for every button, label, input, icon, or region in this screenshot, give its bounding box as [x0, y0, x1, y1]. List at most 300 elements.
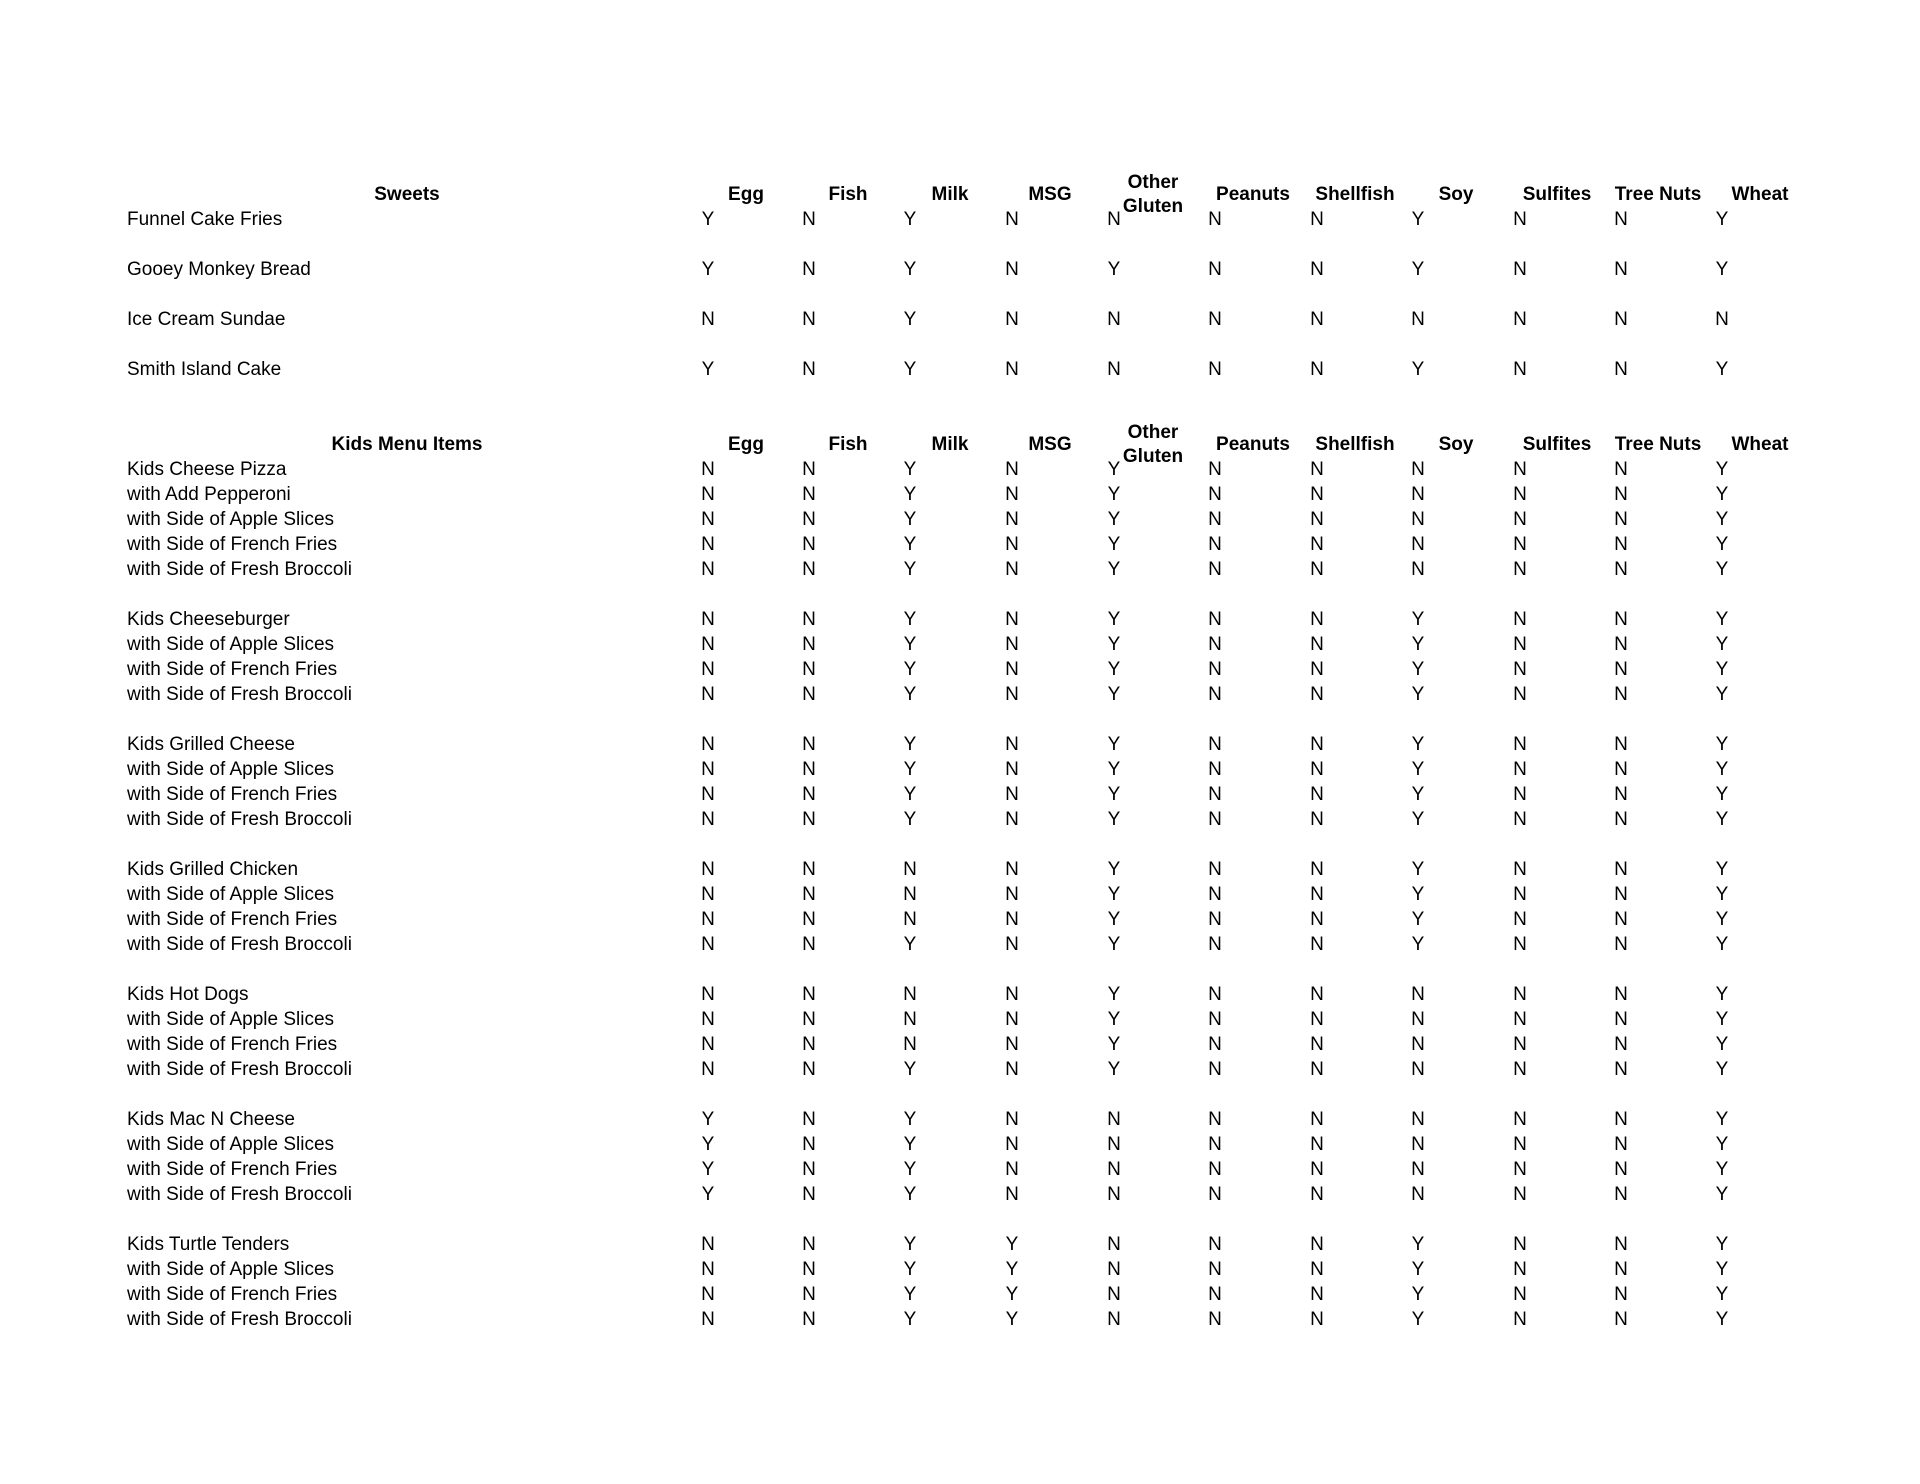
allergen-value-shellfish: N: [1310, 484, 1324, 505]
allergen-value-shellfish: N: [1310, 809, 1324, 830]
allergen-value-soy: N: [1411, 309, 1425, 330]
allergen-value-milk: Y: [903, 1234, 917, 1255]
allergen-value-tree-nuts: N: [1614, 1234, 1628, 1255]
allergen-value-peanuts: N: [1208, 859, 1222, 880]
table-row: [0, 607, 1920, 632]
allergen-value-fish: N: [802, 1259, 816, 1280]
allergen-value-sulfites: N: [1513, 1009, 1527, 1030]
allergen-value-wheat: Y: [1715, 534, 1729, 555]
table-row: [0, 732, 1920, 757]
allergen-value-shellfish: N: [1310, 459, 1324, 480]
table-row: [0, 857, 1920, 882]
allergen-value-soy: N: [1411, 459, 1425, 480]
item-name: with Side of Fresh Broccoli: [127, 809, 352, 830]
allergen-value-other-gluten: Y: [1107, 884, 1121, 905]
table-row: [0, 1257, 1920, 1282]
allergen-value-milk: Y: [903, 534, 917, 555]
allergen-value-wheat: Y: [1715, 1309, 1729, 1330]
allergen-value-msg: N: [1005, 809, 1019, 830]
allergen-value-egg: N: [701, 684, 715, 705]
allergen-value-milk: Y: [903, 1134, 917, 1155]
allergen-value-other-gluten: Y: [1107, 1009, 1121, 1030]
allergen-value-soy: N: [1411, 1034, 1425, 1055]
allergen-value-milk: Y: [903, 309, 917, 330]
item-name: with Side of Fresh Broccoli: [127, 1184, 352, 1205]
allergen-value-fish: N: [802, 1059, 816, 1080]
allergen-value-tree-nuts: N: [1614, 1034, 1628, 1055]
allergen-value-msg: N: [1005, 1184, 1019, 1205]
allergen-value-wheat: Y: [1715, 1159, 1729, 1180]
allergen-value-other-gluten: Y: [1107, 734, 1121, 755]
section-title: Sweets: [374, 184, 440, 205]
allergen-value-other-gluten: N: [1107, 1184, 1121, 1205]
allergen-value-soy: Y: [1411, 609, 1425, 630]
allergen-value-tree-nuts: N: [1614, 1309, 1628, 1330]
table-row: [0, 1032, 1920, 1057]
allergen-value-peanuts: N: [1208, 734, 1222, 755]
item-name: Funnel Cake Fries: [127, 209, 283, 230]
table-row: [0, 482, 1920, 507]
allergen-value-peanuts: N: [1208, 609, 1222, 630]
allergen-value-peanuts: N: [1208, 1159, 1222, 1180]
allergen-value-egg: N: [701, 534, 715, 555]
column-header-soy: Soy: [1438, 184, 1474, 205]
column-header-msg: MSG: [1028, 184, 1072, 205]
table-row: [0, 682, 1920, 707]
allergen-value-tree-nuts: N: [1614, 859, 1628, 880]
allergen-value-fish: N: [802, 909, 816, 930]
allergen-value-sulfites: N: [1513, 759, 1527, 780]
allergen-value-msg: N: [1005, 309, 1019, 330]
allergen-value-tree-nuts: N: [1614, 784, 1628, 805]
allergen-value-wheat: Y: [1715, 859, 1729, 880]
column-header-wheat: Wheat: [1731, 184, 1789, 205]
allergen-value-soy: N: [1411, 1009, 1425, 1030]
allergen-value-peanuts: N: [1208, 259, 1222, 280]
allergen-value-peanuts: N: [1208, 209, 1222, 230]
allergen-value-msg: Y: [1005, 1284, 1019, 1305]
allergen-value-wheat: Y: [1715, 459, 1729, 480]
item-name: with Side of French Fries: [127, 909, 338, 930]
allergen-value-peanuts: N: [1208, 359, 1222, 380]
table-row: [0, 907, 1920, 932]
column-header-sulfites: Sulfites: [1522, 434, 1592, 455]
allergen-value-msg: N: [1005, 484, 1019, 505]
allergen-value-sulfites: N: [1513, 609, 1527, 630]
allergen-value-soy: N: [1411, 1134, 1425, 1155]
allergen-value-milk: Y: [903, 784, 917, 805]
allergen-value-peanuts: N: [1208, 1284, 1222, 1305]
allergen-value-egg: N: [701, 1234, 715, 1255]
allergen-value-fish: N: [802, 609, 816, 630]
allergen-value-other-gluten: Y: [1107, 684, 1121, 705]
table-row: [0, 257, 1920, 282]
allergen-value-milk: Y: [903, 484, 917, 505]
allergen-value-soy: Y: [1411, 734, 1425, 755]
item-name: with Side of Fresh Broccoli: [127, 684, 352, 705]
allergen-value-peanuts: N: [1208, 809, 1222, 830]
column-header-shellfish: Shellfish: [1315, 434, 1395, 455]
allergen-value-sulfites: N: [1513, 984, 1527, 1005]
allergen-value-tree-nuts: N: [1614, 559, 1628, 580]
allergen-value-tree-nuts: N: [1614, 809, 1628, 830]
allergen-value-other-gluten: N: [1107, 1159, 1121, 1180]
allergen-value-shellfish: N: [1310, 884, 1324, 905]
allergen-value-msg: N: [1005, 259, 1019, 280]
allergen-value-fish: N: [802, 859, 816, 880]
allergen-value-wheat: Y: [1715, 1184, 1729, 1205]
allergen-value-shellfish: N: [1310, 759, 1324, 780]
allergen-value-fish: N: [802, 884, 816, 905]
allergen-value-egg: N: [701, 1259, 715, 1280]
table-row: [0, 657, 1920, 682]
allergen-value-milk: Y: [903, 1159, 917, 1180]
table-row: [0, 1157, 1920, 1182]
allergen-value-msg: N: [1005, 659, 1019, 680]
allergen-value-sulfites: N: [1513, 909, 1527, 930]
allergen-value-msg: N: [1005, 884, 1019, 905]
allergen-value-shellfish: N: [1310, 784, 1324, 805]
allergen-value-soy: N: [1411, 534, 1425, 555]
allergen-value-wheat: Y: [1715, 734, 1729, 755]
table-row: [0, 882, 1920, 907]
allergen-value-fish: N: [802, 1184, 816, 1205]
item-name: Kids Grilled Chicken: [127, 859, 299, 880]
allergen-value-tree-nuts: N: [1614, 1159, 1628, 1180]
allergen-value-egg: N: [701, 659, 715, 680]
allergen-value-tree-nuts: N: [1614, 984, 1628, 1005]
allergen-value-milk: Y: [903, 684, 917, 705]
allergen-value-shellfish: N: [1310, 209, 1324, 230]
allergen-value-milk: Y: [903, 1184, 917, 1205]
item-name: with Side of Fresh Broccoli: [127, 934, 352, 955]
allergen-value-shellfish: N: [1310, 1234, 1324, 1255]
allergen-value-wheat: Y: [1715, 884, 1729, 905]
allergen-value-msg: N: [1005, 459, 1019, 480]
allergen-value-egg: N: [701, 1309, 715, 1330]
allergen-value-fish: N: [802, 934, 816, 955]
allergen-value-sulfites: N: [1513, 359, 1527, 380]
allergen-value-shellfish: N: [1310, 734, 1324, 755]
allergen-value-milk: Y: [903, 259, 917, 280]
allergen-value-milk: Y: [903, 734, 917, 755]
allergen-value-msg: N: [1005, 509, 1019, 530]
table-row: [0, 1007, 1920, 1032]
allergen-value-fish: N: [802, 684, 816, 705]
allergen-value-milk: Y: [903, 1309, 917, 1330]
allergen-value-soy: Y: [1411, 1309, 1425, 1330]
allergen-value-wheat: Y: [1715, 659, 1729, 680]
column-header-tree-nuts: Tree Nuts: [1614, 434, 1702, 455]
allergen-value-tree-nuts: N: [1614, 484, 1628, 505]
allergen-value-milk: N: [903, 1034, 917, 1055]
allergen-value-peanuts: N: [1208, 459, 1222, 480]
allergen-value-tree-nuts: N: [1614, 934, 1628, 955]
allergen-value-milk: Y: [903, 809, 917, 830]
allergen-value-msg: N: [1005, 1059, 1019, 1080]
allergen-value-other-gluten: Y: [1107, 509, 1121, 530]
column-header-shellfish: Shellfish: [1315, 184, 1395, 205]
allergen-value-tree-nuts: N: [1614, 509, 1628, 530]
allergen-value-shellfish: N: [1310, 534, 1324, 555]
allergen-value-tree-nuts: N: [1614, 259, 1628, 280]
allergen-value-soy: Y: [1411, 759, 1425, 780]
allergen-value-fish: N: [802, 259, 816, 280]
allergen-value-msg: Y: [1005, 1234, 1019, 1255]
allergen-value-peanuts: N: [1208, 1034, 1222, 1055]
allergen-value-sulfites: N: [1513, 484, 1527, 505]
allergen-value-milk: Y: [903, 1059, 917, 1080]
allergen-value-msg: Y: [1005, 1309, 1019, 1330]
item-name: with Side of Apple Slices: [127, 884, 335, 905]
allergen-value-sulfites: N: [1513, 309, 1527, 330]
item-name: Kids Hot Dogs: [127, 984, 249, 1005]
allergen-value-msg: N: [1005, 934, 1019, 955]
column-header-egg: Egg: [728, 184, 764, 205]
item-name: with Side of Apple Slices: [127, 634, 335, 655]
allergen-value-sulfites: N: [1513, 209, 1527, 230]
allergen-value-sulfites: N: [1513, 859, 1527, 880]
allergen-value-msg: N: [1005, 1134, 1019, 1155]
column-header-fish: Fish: [828, 184, 868, 205]
allergen-value-wheat: Y: [1715, 909, 1729, 930]
allergen-value-tree-nuts: N: [1614, 534, 1628, 555]
allergen-value-shellfish: N: [1310, 984, 1324, 1005]
allergen-value-other-gluten: Y: [1107, 934, 1121, 955]
allergen-value-fish: N: [802, 759, 816, 780]
allergen-value-egg: N: [701, 809, 715, 830]
allergen-value-other-gluten: N: [1107, 1234, 1121, 1255]
allergen-value-egg: N: [701, 609, 715, 630]
allergen-value-egg: N: [701, 559, 715, 580]
item-name: with Side of French Fries: [127, 784, 338, 805]
allergen-value-fish: N: [802, 509, 816, 530]
allergen-value-peanuts: N: [1208, 309, 1222, 330]
allergen-value-shellfish: N: [1310, 859, 1324, 880]
allergen-value-soy: Y: [1411, 859, 1425, 880]
section-title: Kids Menu Items: [331, 434, 483, 455]
allergen-value-shellfish: N: [1310, 659, 1324, 680]
allergen-value-soy: Y: [1411, 259, 1425, 280]
allergen-value-egg: N: [701, 484, 715, 505]
allergen-value-egg: N: [701, 1009, 715, 1030]
allergen-value-other-gluten: Y: [1107, 459, 1121, 480]
allergen-value-shellfish: N: [1310, 359, 1324, 380]
allergen-value-fish: N: [802, 1109, 816, 1130]
column-header-other-gluten: Other Gluten: [1122, 172, 1184, 217]
allergen-value-tree-nuts: N: [1614, 1109, 1628, 1130]
allergen-value-shellfish: N: [1310, 1134, 1324, 1155]
allergen-value-sulfites: N: [1513, 1184, 1527, 1205]
allergen-value-soy: N: [1411, 1159, 1425, 1180]
table-row: [0, 807, 1920, 832]
allergen-value-milk: Y: [903, 509, 917, 530]
column-header-soy: Soy: [1438, 434, 1474, 455]
column-header-fish: Fish: [828, 434, 868, 455]
allergen-value-tree-nuts: N: [1614, 1184, 1628, 1205]
allergen-value-milk: Y: [903, 934, 917, 955]
allergen-value-milk: Y: [903, 659, 917, 680]
allergen-value-egg: N: [701, 884, 715, 905]
allergen-value-sulfites: N: [1513, 1234, 1527, 1255]
allergen-value-shellfish: N: [1310, 634, 1324, 655]
allergen-value-milk: N: [903, 1009, 917, 1030]
column-header-milk: Milk: [931, 184, 969, 205]
allergen-value-shellfish: N: [1310, 1034, 1324, 1055]
allergen-value-peanuts: N: [1208, 1184, 1222, 1205]
allergen-value-peanuts: N: [1208, 1134, 1222, 1155]
allergen-value-sulfites: N: [1513, 1159, 1527, 1180]
allergen-value-msg: N: [1005, 734, 1019, 755]
allergen-value-shellfish: N: [1310, 1159, 1324, 1180]
allergen-value-milk: N: [903, 909, 917, 930]
allergen-value-msg: N: [1005, 1109, 1019, 1130]
allergen-value-sulfites: N: [1513, 884, 1527, 905]
allergen-value-wheat: Y: [1715, 484, 1729, 505]
allergen-value-msg: N: [1005, 1159, 1019, 1180]
allergen-value-egg: N: [701, 984, 715, 1005]
allergen-value-sulfites: N: [1513, 459, 1527, 480]
allergen-value-msg: N: [1005, 984, 1019, 1005]
allergen-value-milk: Y: [903, 1109, 917, 1130]
allergen-value-soy: Y: [1411, 909, 1425, 930]
allergen-value-tree-nuts: N: [1614, 459, 1628, 480]
allergen-value-msg: N: [1005, 1034, 1019, 1055]
table-row: [0, 207, 1920, 232]
allergen-value-wheat: Y: [1715, 1034, 1729, 1055]
allergen-value-tree-nuts: N: [1614, 884, 1628, 905]
allergen-value-tree-nuts: N: [1614, 659, 1628, 680]
allergen-value-soy: N: [1411, 559, 1425, 580]
item-name: with Side of Apple Slices: [127, 509, 335, 530]
allergen-value-wheat: Y: [1715, 209, 1729, 230]
allergen-value-wheat: N: [1715, 309, 1729, 330]
allergen-value-tree-nuts: N: [1614, 909, 1628, 930]
allergen-value-sulfites: N: [1513, 1259, 1527, 1280]
item-name: with Side of French Fries: [127, 659, 338, 680]
allergen-value-other-gluten: N: [1107, 1109, 1121, 1130]
allergen-value-shellfish: N: [1310, 1009, 1324, 1030]
item-name: Kids Cheese Pizza: [127, 459, 287, 480]
allergen-value-tree-nuts: N: [1614, 609, 1628, 630]
allergen-value-sulfites: N: [1513, 634, 1527, 655]
allergen-value-egg: N: [701, 1034, 715, 1055]
item-name: with Side of French Fries: [127, 1284, 338, 1305]
allergen-value-milk: Y: [903, 359, 917, 380]
allergen-value-soy: N: [1411, 984, 1425, 1005]
item-name: Kids Turtle Tenders: [127, 1234, 290, 1255]
allergen-value-wheat: Y: [1715, 559, 1729, 580]
allergen-value-sulfites: N: [1513, 684, 1527, 705]
allergen-value-sulfites: N: [1513, 259, 1527, 280]
allergen-value-peanuts: N: [1208, 484, 1222, 505]
allergen-value-egg: N: [701, 509, 715, 530]
allergen-value-soy: Y: [1411, 884, 1425, 905]
allergen-value-shellfish: N: [1310, 1059, 1324, 1080]
allergen-value-fish: N: [802, 1009, 816, 1030]
table-row: [0, 357, 1920, 382]
allergen-value-tree-nuts: N: [1614, 209, 1628, 230]
allergen-value-msg: N: [1005, 359, 1019, 380]
table-row: [0, 757, 1920, 782]
item-name: Gooey Monkey Bread: [127, 259, 311, 280]
column-header-milk: Milk: [931, 434, 969, 455]
allergen-value-wheat: Y: [1715, 984, 1729, 1005]
item-name: Kids Mac N Cheese: [127, 1109, 295, 1130]
table-row: [0, 557, 1920, 582]
allergen-value-wheat: Y: [1715, 509, 1729, 530]
allergen-value-tree-nuts: N: [1614, 1134, 1628, 1155]
allergen-value-other-gluten: N: [1107, 209, 1121, 230]
allergen-value-fish: N: [802, 1234, 816, 1255]
allergen-value-other-gluten: Y: [1107, 984, 1121, 1005]
allergen-value-peanuts: N: [1208, 1259, 1222, 1280]
allergen-value-fish: N: [802, 459, 816, 480]
allergen-value-shellfish: N: [1310, 1309, 1324, 1330]
allergen-value-fish: N: [802, 1134, 816, 1155]
allergen-value-fish: N: [802, 634, 816, 655]
item-name: Ice Cream Sundae: [127, 309, 286, 330]
allergen-value-soy: N: [1411, 1184, 1425, 1205]
allergen-value-fish: N: [802, 1284, 816, 1305]
table-row: [0, 1107, 1920, 1132]
table-row: [0, 1232, 1920, 1257]
allergen-value-tree-nuts: N: [1614, 1059, 1628, 1080]
allergen-value-sulfites: N: [1513, 734, 1527, 755]
allergen-value-msg: N: [1005, 909, 1019, 930]
allergen-value-tree-nuts: N: [1614, 309, 1628, 330]
allergen-value-peanuts: N: [1208, 634, 1222, 655]
allergen-value-msg: N: [1005, 609, 1019, 630]
allergen-value-milk: Y: [903, 634, 917, 655]
allergen-value-shellfish: N: [1310, 1284, 1324, 1305]
allergen-value-wheat: Y: [1715, 934, 1729, 955]
table-row: [0, 307, 1920, 332]
item-name: Kids Cheeseburger: [127, 609, 290, 630]
allergen-value-peanuts: N: [1208, 659, 1222, 680]
allergen-value-egg: N: [701, 459, 715, 480]
table-row: [0, 1057, 1920, 1082]
allergen-value-tree-nuts: N: [1614, 1284, 1628, 1305]
allergen-value-shellfish: N: [1310, 1109, 1324, 1130]
allergen-value-milk: Y: [903, 759, 917, 780]
allergen-value-msg: N: [1005, 209, 1019, 230]
allergen-value-egg: Y: [701, 1184, 715, 1205]
table-row: [0, 1132, 1920, 1157]
item-name: Kids Grilled Cheese: [127, 734, 295, 755]
allergen-value-tree-nuts: N: [1614, 1009, 1628, 1030]
allergen-value-other-gluten: Y: [1107, 759, 1121, 780]
allergen-value-shellfish: N: [1310, 559, 1324, 580]
allergen-value-milk: Y: [903, 1259, 917, 1280]
allergen-value-fish: N: [802, 534, 816, 555]
allergen-value-shellfish: N: [1310, 934, 1324, 955]
allergen-value-fish: N: [802, 984, 816, 1005]
allergen-value-wheat: Y: [1715, 1259, 1729, 1280]
allergen-value-other-gluten: Y: [1107, 1034, 1121, 1055]
table-row: [0, 1282, 1920, 1307]
column-header-tree-nuts: Tree Nuts: [1614, 184, 1702, 205]
allergen-value-wheat: Y: [1715, 1234, 1729, 1255]
allergen-value-soy: Y: [1411, 934, 1425, 955]
allergen-value-milk: Y: [903, 459, 917, 480]
allergen-value-other-gluten: Y: [1107, 909, 1121, 930]
allergen-value-milk: N: [903, 884, 917, 905]
allergen-value-peanuts: N: [1208, 534, 1222, 555]
allergen-value-wheat: Y: [1715, 784, 1729, 805]
allergen-value-sulfites: N: [1513, 509, 1527, 530]
allergen-value-other-gluten: N: [1107, 1284, 1121, 1305]
